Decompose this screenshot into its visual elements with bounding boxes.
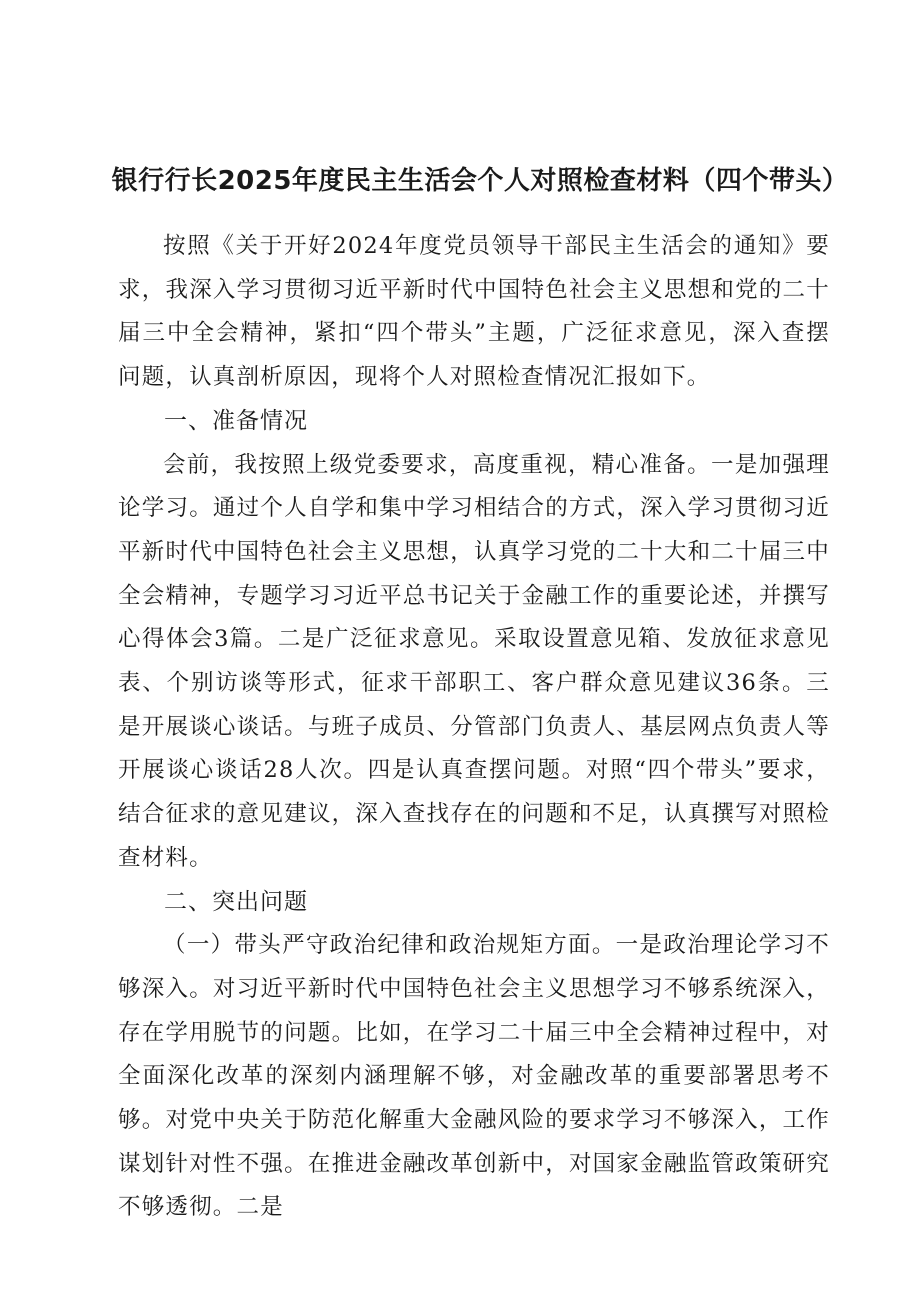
section-heading-problems: 二、突出问题 bbox=[164, 888, 308, 915]
document-title: 银行行长2025年度民主生活会个人对照检查材料（四个带头） bbox=[111, 166, 849, 196]
preparation-paragraph: 会前，我按照上级党委要求，高度重视，精心准备。一是加强理论学习。通过个人自学和集中学习相结合的方式，深入学习贯彻习近平新时代中国特色社会主义思想，认真学习党的二十大和二十届三中全会精神，专题学习习近平总书记关于金融工作的重要论述，并撰写心得体会3篇。二是广泛征求意见。采取设置意见箱、发放征求意见表、个别访谈等形式，征求干部职工、客户群众意见建议36条。三是开展谈心谈话。与班子成员、分管部门负责人、基层网点负责人等开展谈心谈话28人次。四是认真查摆问题。对照“四个带头”要求，结合征求的意见建议，深入查找存在的问题和不足，认真撰写对照检查材料。 bbox=[118, 451, 830, 871]
intro-paragraph: 按照《关于开好2024年度党员领导干部民主生活会的通知》要求，我深入学习贯彻习近平新时代中国特色社会主义思想和党的二十届三中全会精神，紧扣“四个带头”主题，广泛征求意见，深入查摆问题，认真剖析原因，现将个人对照检查情况汇报如下。 bbox=[118, 233, 830, 391]
section-heading-preparation: 一、准备情况 bbox=[164, 407, 308, 434]
document-body bbox=[118, 225, 830, 1230]
problems-paragraph: （一）带头严守政治纪律和政治规矩方面。一是政治理论学习不够深入。对习近平新时代中国特色社会主义思想学习不够系统深入，存在学用脱节的问题。比如，在学习二十届三中全会精神过程中，对全面深化改革的深刻内涵理解不够，对金融改革的重要部署思考不够。对党中央关于防范化解重大金融风险的要求学习不够深入，工作谋划针对性不强。在推进金融改革创新中，对国家金融监管政策研究不够透彻。二是 bbox=[118, 932, 830, 1221]
